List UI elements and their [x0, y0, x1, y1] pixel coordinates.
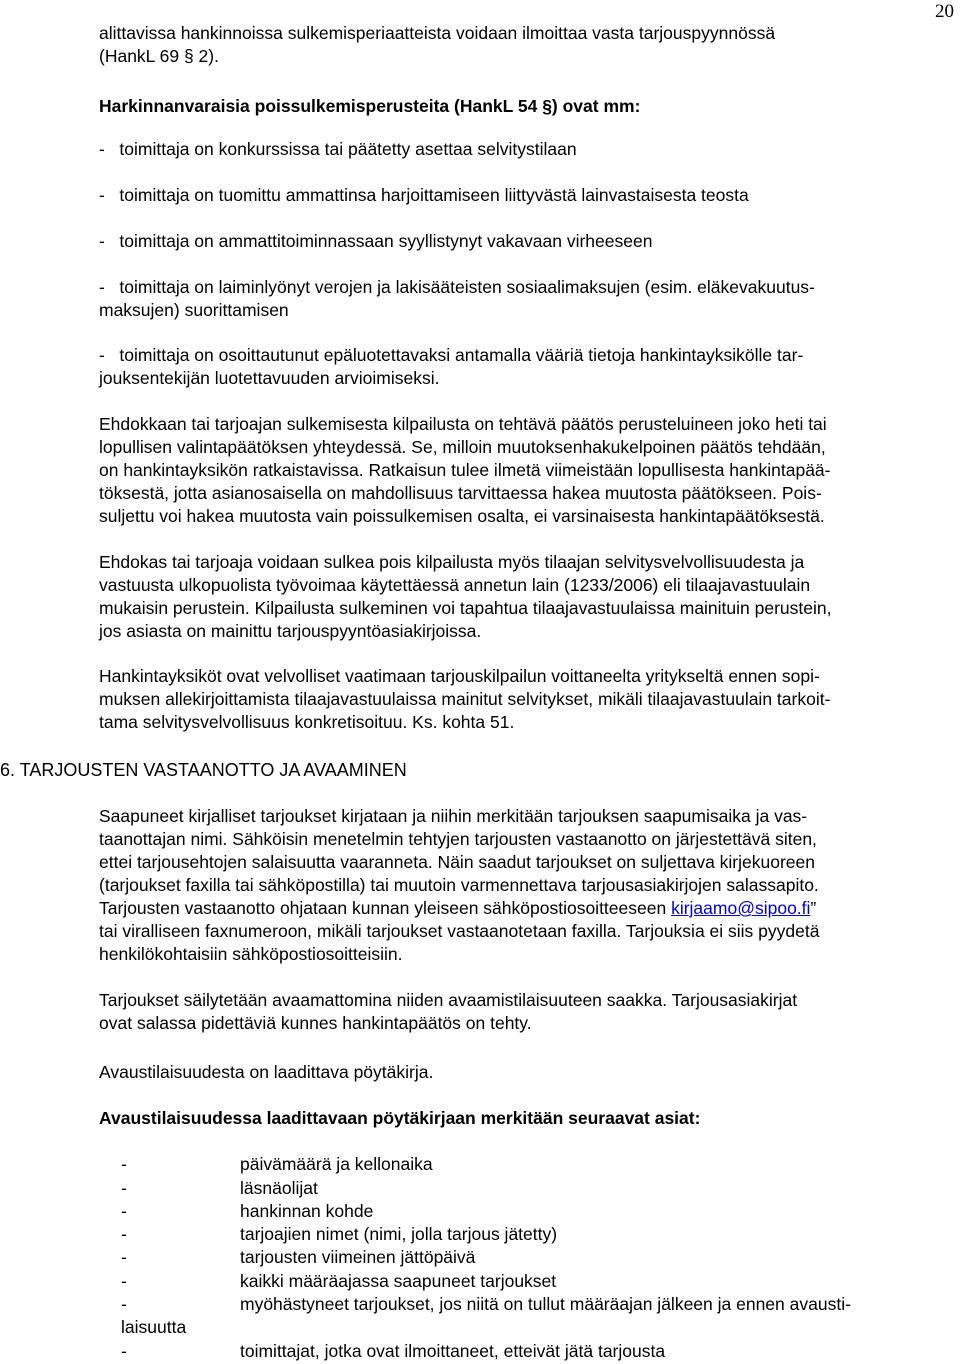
paragraph-line: Hankintayksiköt ovat velvolliset vaatimaan tarjouskilpailun voittaneelta yritykseltä ennen sopi- [99, 666, 820, 686]
paragraph-line: suljettu voi hakea muutosta vain poissulkemisen osalta, ei varsinaisesta hankintapäätöksestä. [99, 506, 825, 526]
paragraph-line: tama selvitysvelvollisuus konkretisoituu. Ks. kohta 51. [99, 712, 515, 732]
paragraph-line: ovat salassa pidettäviä kunnes hankintapäätös on tehty. [99, 1013, 532, 1033]
list-dash: - [121, 1247, 127, 1267]
section-heading: 6. TARJOUSTEN VASTAANOTTO JA AVAAMINEN [0, 760, 407, 780]
paragraph-line: alittavissa hankinnoissa sulkemisperiaatteista voidaan ilmoittaa vasta tarjouspyynnössä [99, 23, 776, 43]
bullet-item: - toimittaja on osoittautunut epäluotettavaksi antamalla vääriä tietoja hankintayksikölle tar- [99, 345, 804, 365]
paragraph-line: lopullisen valintapäätöksen yhteydessä. Se, milloin muutoksenhakukelpoinen päätös tehdään, [99, 437, 826, 457]
list-heading: Avaustilaisuudessa laadittavaan pöytäkirjaan merkitään seuraavat asiat: [99, 1108, 701, 1128]
paragraph-line: on hankintayksikön ratkaistavissa. Ratkaisun tulee ilmetä viimeistään lopullisesta hankintapää- [99, 460, 831, 480]
list-dash: - [121, 1271, 127, 1291]
paragraph-line: (tarjoukset faxilla tai sähköpostilla) tai muutoin varmennettava tarjousasiakirjojen salassapito. [99, 875, 819, 895]
bullet-item: - toimittaja on konkurssissa tai päätetty asettaa selvitystilaan [99, 139, 577, 159]
paragraph-line: (HankL 69 § 2). [99, 46, 219, 66]
paragraph-line: henkilökohtaisiin sähköpostiosoitteisiin. [99, 944, 403, 964]
paragraph-line: tai viralliseen faxnumeroon, mikäli tarjoukset vastaanotetaan faxilla. Tarjouksia ei siis pyydetä [99, 921, 820, 941]
paragraph-line: muksen allekirjoittamista tilaajavastuulaissa mainitut selvitykset, mikäli tilaajavastuulain tarkoit- [99, 689, 831, 709]
section-subheading: Harkinnanvaraisia poissulkemisperusteita (HankL 54 §) ovat mm: [99, 96, 641, 116]
paragraph-line: Ehdokkaan tai tarjoajan sulkemisesta kilpailusta on tehtävä päätös perusteluineen joko heti tai [99, 414, 827, 434]
list-dash: - [121, 1154, 127, 1174]
email-link[interactable]: kirjaamo@sipoo.fi [671, 898, 811, 918]
paragraph-line: ettei tarjousehtojen salaisuutta vaaranneta. Näin saadut tarjoukset on suljettava kirjekuoreen [99, 852, 815, 872]
list-item: tarjousten viimeinen jättöpäivä [240, 1247, 476, 1267]
paragraph-line: mukaisin perustein. Kilpailusta sulkeminen voi tapahtua tilaajavastuulaissa mainituin perustein, [99, 598, 832, 618]
list-item: läsnäolijat [240, 1178, 318, 1198]
paragraph-line: Ehdokas tai tarjoaja voidaan sulkea pois kilpailusta myös tilaajan selvitysvelvollisuudesta ja [99, 552, 805, 572]
bullet-item-continuation: maksujen) suorittamisen [99, 300, 289, 320]
paragraph-line: Avaustilaisuudesta on laadittava pöytäkirja. [99, 1062, 434, 1082]
bullet-item: - toimittaja on laiminlyönyt verojen ja lakisääteisten sosiaalimaksujen (esim. eläkevakuutus- [99, 277, 815, 297]
paragraph-line: taanottajan nimi. Sähköisin menetelmin tehtyjen tarjousten vastaanotto on järjestettävä siten, [99, 829, 817, 849]
list-dash: - [121, 1178, 127, 1198]
paragraph-line: jos asiasta on mainittu tarjouspyyntöasiakirjoissa. [99, 621, 482, 641]
list-item-continuation: laisuutta [121, 1317, 187, 1337]
paragraph-line: töksestä, jotta asianosaisella on mahdollisuus tarvittaessa hakea muutosta päätökseen. Pois- [99, 483, 822, 503]
bullet-item: - toimittaja on tuomittu ammattinsa harjoittamiseen liittyvästä lainvastaisesta teosta [99, 185, 749, 205]
bullet-item: - toimittaja on ammattitoiminnassaan syyllistynyt vakavaan virheeseen [99, 231, 653, 251]
list-item: myöhästyneet tarjoukset, jos niitä on tullut määräajan jälkeen ja ennen avausti- [240, 1294, 851, 1314]
list-dash: - [121, 1224, 127, 1244]
list-item: kaikki määräajassa saapuneet tarjoukset [240, 1271, 557, 1291]
paragraph-line: Saapuneet kirjalliset tarjoukset kirjataan ja niihin merkitään tarjouksen saapumisaika ja vas- [99, 806, 808, 826]
list-dash: - [121, 1201, 127, 1221]
page-number: 20 [935, 1, 954, 22]
bullet-item-continuation: jouksentekijän luotettavuuden arvioimiseksi. [99, 368, 440, 388]
paragraph-line: vastuusta ulkopuolista työvoimaa käytettäessä annetun lain (1233/2006) eli tilaajavastuulain [99, 575, 811, 595]
list-item: päivämäärä ja kellonaika [240, 1154, 433, 1174]
list-dash: - [121, 1294, 127, 1314]
list-item: hankinnan kohde [240, 1201, 374, 1221]
paragraph-line [99, 897, 816, 920]
paragraph-line: Tarjoukset säilytetään avaamattomina niiden avaamistilaisuuteen saakka. Tarjousasiakirjat [99, 990, 798, 1010]
list-dash: - [121, 1341, 127, 1361]
closing-quote: ” [810, 898, 817, 918]
email-intro-text: Tarjousten vastaanotto ohjataan kunnan yleiseen sähköpostiosoitteeseen [99, 898, 672, 918]
list-item: toimittajat, jotka ovat ilmoittaneet, etteivät jätä tarjousta [240, 1341, 666, 1361]
list-item: tarjoajien nimet (nimi, jolla tarjous jätetty) [240, 1224, 558, 1244]
